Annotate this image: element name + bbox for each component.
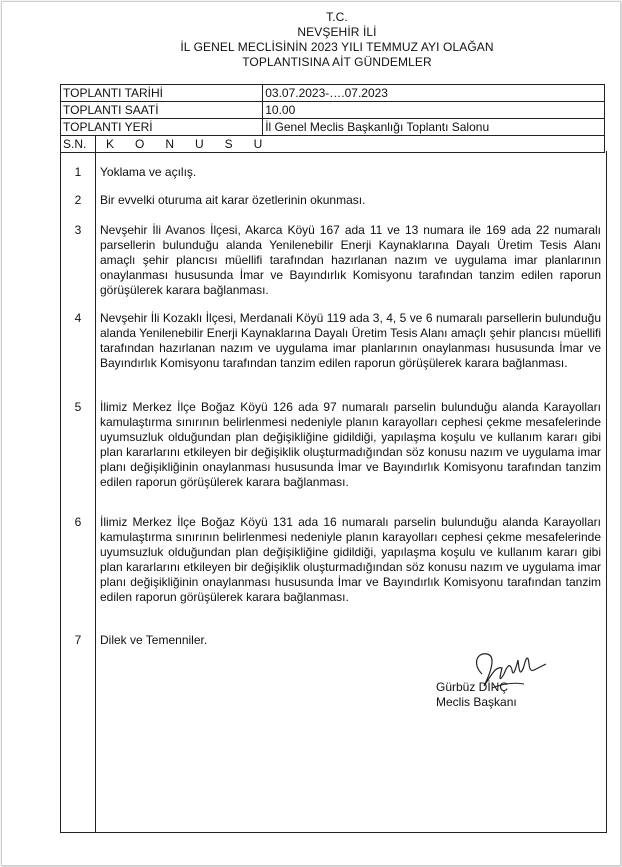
signer-name: Gürbüz DİNÇ (436, 680, 509, 694)
item-text: İlimiz Merkez İlçe Boğaz Köyü 126 ada 97 numaralı parselin bulunduğu alanda Karayolları kamulaştırma sınırının belirlenmesi nedeniyle planın karayolları cephesi çekme mesafelerinde uyumsuzluk olduğundan plan değişikliğine gidildiği, yapılaşma koşulu ve kullanım kararı gibi plan kararlarını etkileyen bir değişiklik oluşturmadığından söz konusu nazım ve uygulama imar planı değişikliğinin onaylanması hususunda İmar ve Bayındırlık Komisyonu tarafından tanzim edilen raporun görüşülerek karara bağlanması. (100, 400, 601, 489)
item-text: Dilek ve Temenniler. (100, 633, 208, 647)
signature-block (436, 680, 517, 710)
meeting-place-label: TOPLANTI YERİ (61, 119, 263, 136)
meeting-time-value: 10.00 (263, 102, 605, 119)
header-line-council: İL GENEL MECLİSİNİN 2023 YILI TEMMUZ AYI OLAĞAN (180, 40, 494, 54)
item-number: 7 (74, 633, 82, 647)
item-text: İlimiz Merkez İlçe Boğaz Köyü 131 ada 16 numaralı parselin bulunduğu alanda Karayolları kamulaştırma sınırının belirlenmesi nedeniyle planın karayolları cephesi çekme mesafelerinde uyumsuzluk olduğundan plan değişikliğine gidildiği, yapılaşma koşulu ve kullanım kararı gibi plan kararlarını etkileyen bir değişiklik oluşturmadığından söz konusu nazım ve uygulama imar planı değişikliğinin onaylanması hususunda İmar ve Bayındırlık Komisyonu tarafından tanzim edilen raporun görüşülerek karara bağlanması. (100, 515, 601, 604)
header-line-tc: T.C. (326, 10, 348, 24)
header-line-agenda: TOPLANTISINA AİT GÜNDEMLER (242, 55, 432, 69)
meeting-place-row (61, 119, 605, 136)
meeting-place-value: İl Genel Meclis Başkanlığı Toplantı Salonu (263, 119, 605, 136)
item-number: 3 (74, 223, 82, 237)
meeting-info-table (60, 84, 605, 153)
item-number: 2 (74, 193, 82, 207)
agenda-items (60, 151, 607, 833)
sn-header: S.N. (61, 136, 96, 153)
meeting-date-value: 03.07.2023-….07.2023 (263, 85, 605, 102)
signer-title: Meclis Başkanı (436, 695, 517, 709)
item-number: 1 (74, 165, 82, 179)
meeting-date-row (61, 85, 605, 102)
document-header (0, 10, 622, 70)
item-text: Bir evvelki oturuma ait karar özetlerinin okunması. (100, 193, 366, 207)
meeting-time-label: TOPLANTI SAATİ (61, 102, 263, 119)
item-text: Nevşehir İli Avanos İlçesi, Akarca Köyü 167 ada 11 ve 13 numara ile 169 ada 22 numaralı parsellerin bulunduğu alanda Yenilenebilir Enerji Kaynaklarına Dayalı Üretim Tesis Alanı amaçlı şehir plancısı müellifi tarafından hazırlanan nazım ve uygulama imar planlarının onaylanması hususunda İmar ve Bayındırlık Komisyonu tarafından tanzim edilen raporun görüşülerek karara bağlanması. (100, 223, 601, 297)
item-text: Yoklama ve açılış. (100, 165, 197, 179)
column-divider (95, 151, 96, 832)
column-header-row (61, 136, 605, 153)
header-line-province: NEVŞEHİR İLİ (297, 25, 377, 39)
item-number: 4 (74, 311, 82, 325)
meeting-date-label: TOPLANTI TARİHİ (61, 85, 263, 102)
item-number: 6 (74, 515, 82, 529)
item-text: Nevşehir İli Kozaklı İlçesi, Merdanali Köyü 119 ada 3, 4, 5 ve 6 numaralı parsellerin bulunduğu alanda Yenilenebilir Enerji Kaynaklarına Dayalı Üretim Tesis Alanı amaçlı şehir plancısı müellifi tarafından hazırlanan nazım ve uygulama imar planlarının onaylanması hususunda İmar ve Bayındırlık Komisyonu tarafından tanzim edilen raporun görüşülerek karara bağlanması. (100, 311, 601, 370)
item-number: 5 (74, 400, 82, 414)
konusu-header: KONUSU (96, 136, 605, 153)
meeting-time-row (61, 102, 605, 119)
